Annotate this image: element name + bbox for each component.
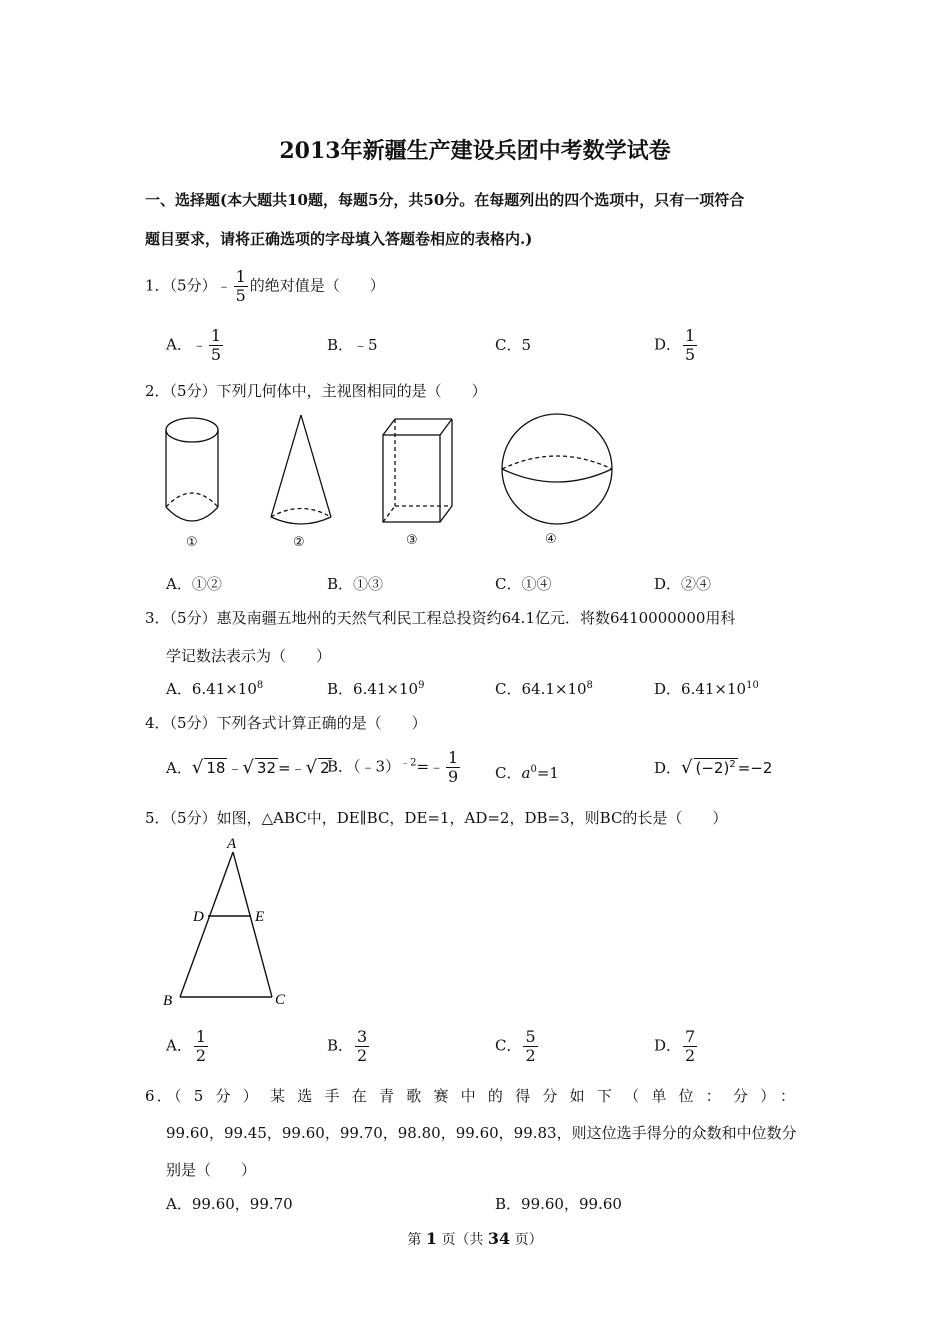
- q3-option-d-exp: 10: [746, 680, 759, 691]
- section-heading-line2: 题目要求，请将正确选项的字母填入答题卷相应的表格内.): [145, 230, 533, 248]
- q2-option-a: A．①②: [166, 575, 222, 593]
- q1-option-d-num: 1: [685, 326, 696, 345]
- q5-option-b: [327, 1028, 371, 1065]
- cone-figure: [271, 415, 331, 524]
- q2-option-d: D．②④: [654, 575, 712, 593]
- q2-option-c: C．①④: [495, 575, 552, 593]
- q1-option-a-num: 1: [210, 326, 222, 345]
- sqrt-icon: √: [305, 757, 318, 778]
- q6-number: 6．: [145, 1087, 175, 1105]
- point-e-label: E: [255, 909, 265, 925]
- q5-option-d-label: D．: [654, 1036, 682, 1055]
- q5-option-c-fraction: [523, 1028, 537, 1065]
- q6-line2: 99.60，99.45，99.60，99.70，98.80，99.60，99.83，则这位选手得分的众数和中位数分: [166, 1124, 797, 1142]
- q4-b-base: （﹣3）: [353, 757, 401, 776]
- q5-option-a-label: A．: [166, 1036, 192, 1055]
- q5-option-b-num: 3: [357, 1027, 368, 1046]
- q4-option-a-label: A．: [166, 759, 192, 777]
- q5-option-a-fraction: [194, 1028, 208, 1065]
- q1-text: 的绝对值是（ ）: [249, 276, 385, 295]
- q3-option-a-text: A．6.41×10: [166, 680, 257, 698]
- q6-option-b: B．99.60，99.60: [495, 1195, 622, 1213]
- q5-triangle-figure: [155, 832, 305, 1012]
- q1-option-d-label: D．: [654, 335, 682, 354]
- q2-figure-label-2: ②: [293, 535, 305, 550]
- q4-a-radicand-1: 18: [206, 759, 226, 777]
- footer-post: 页）: [514, 1232, 543, 1248]
- q1-option-d: [654, 327, 699, 364]
- q4-option-b-label: B．: [327, 757, 354, 776]
- cuboid-figure: [383, 419, 452, 522]
- q4-option-d: [654, 757, 772, 778]
- q4-a-equals: =﹣: [278, 759, 306, 777]
- side-ab: [180, 852, 233, 997]
- section-heading-line1: 一、选择题(本大题共10题，每题5分，共50分。在每题列出的四个选项中，只有一项符合: [145, 191, 745, 209]
- q4-option-c: [495, 762, 559, 783]
- q5-option-d-num: 7: [685, 1027, 696, 1046]
- q5-option-c: [495, 1028, 540, 1065]
- q1-frac-den: 5: [235, 286, 246, 305]
- q1-fraction: [234, 268, 248, 305]
- footer-mid: 页（共: [441, 1232, 484, 1248]
- q5-option-b-label: B．: [327, 1036, 354, 1055]
- q3-option-d-text: D．6.41×10: [654, 680, 747, 698]
- q1-option-a-den: 5: [210, 345, 222, 364]
- q5-option-a-den: 2: [195, 1046, 207, 1065]
- footer-page-number: 1: [425, 1229, 437, 1248]
- q6-option-a: A．99.60，99.70: [166, 1195, 293, 1213]
- q6-line3: 别是（ ）: [166, 1161, 257, 1179]
- q1-score: （5分）: [169, 276, 217, 295]
- q4-c-exp: 0: [530, 764, 537, 775]
- q3-option-b-exp: 9: [418, 680, 425, 691]
- q3-option-c: [495, 678, 593, 699]
- q3-option-a: [166, 678, 263, 699]
- q3-option-b-text: B．6.41×10: [327, 680, 419, 698]
- q4-d-base: (−2): [695, 759, 730, 777]
- q4-a-radicand-2: 32: [256, 759, 277, 777]
- q5-number: 5．: [145, 809, 170, 827]
- question-3: [145, 607, 735, 628]
- question-6: [145, 1085, 805, 1106]
- point-d-label: D: [193, 909, 204, 925]
- q4-b-den: 9: [448, 767, 459, 786]
- q4-b-equals: =﹣: [416, 757, 445, 776]
- q3-option-c-exp: 8: [586, 680, 593, 691]
- q4-text: （5分）下列各式计算正确的是（ ）: [169, 714, 427, 732]
- q4-b-num: 1: [448, 748, 459, 767]
- vertex-a-label: A: [227, 836, 237, 852]
- side-ac: [233, 852, 272, 997]
- q4-b-fraction: [446, 749, 460, 786]
- q3-option-a-exp: 8: [256, 680, 264, 691]
- q1-option-a-minus: ﹣: [191, 335, 207, 354]
- q3-line1: （5分）惠及南疆五地州的天然气利民工程总投资约64.1亿元．将数6410000000用科: [169, 609, 736, 627]
- q1-option-a-label: A．: [166, 335, 192, 354]
- q4-b-exp: ﹣2: [400, 757, 417, 769]
- q6-line1: （5分）某选手在青歌赛中的得分如下（单位：分）：: [174, 1087, 806, 1105]
- q1-option-b: B．﹣5: [327, 336, 378, 354]
- q3-line2: 学记数法表示为（ ）: [166, 647, 332, 665]
- sqrt-icon: √: [191, 757, 204, 778]
- q4-d-equals: =−2: [737, 759, 773, 777]
- q3-option-c-text: C．64.1×10: [495, 680, 587, 698]
- q4-number: 4．: [145, 714, 170, 732]
- q4-option-b: [327, 749, 462, 786]
- sphere-figure: [502, 414, 612, 524]
- question-4: [145, 712, 427, 733]
- q3-number: 3．: [145, 609, 170, 627]
- q4-a-minus: ﹣: [227, 759, 243, 777]
- question-5: [145, 807, 727, 828]
- q4-d-exp: 2: [729, 759, 736, 770]
- q5-option-b-fraction: [355, 1028, 369, 1065]
- q4-option-d-label: D．: [654, 759, 682, 777]
- q4-a-radicand-3: 2: [320, 759, 330, 777]
- q2-number: 2．: [145, 382, 170, 400]
- q5-option-d-fraction: [683, 1028, 697, 1065]
- sqrt-icon: √: [681, 757, 693, 778]
- page-title: 2013年新疆生产建设兵团中考数学试卷: [279, 138, 671, 164]
- q1-option-a: [166, 327, 225, 364]
- q5-option-c-label: C．: [495, 1036, 522, 1055]
- q4-option-c-label: C．: [495, 764, 522, 782]
- page-footer: [0, 1229, 950, 1249]
- q2-figure-label-1: ①: [186, 535, 198, 550]
- q1-number: 1．: [145, 276, 170, 295]
- q4-c-var: a: [521, 764, 531, 782]
- q1-option-d-den: 5: [685, 345, 696, 364]
- vertex-c-label: C: [275, 992, 286, 1008]
- footer-total-pages: 34: [487, 1229, 511, 1248]
- q5-option-d-den: 2: [685, 1046, 696, 1065]
- sqrt-icon: √: [242, 757, 254, 778]
- q1-option-c: C．5: [495, 336, 532, 354]
- q2-figure-label-3: ③: [406, 533, 418, 548]
- q5-option-a: [166, 1028, 210, 1065]
- q3-option-b: [327, 678, 424, 699]
- question-1: [145, 268, 385, 305]
- q2-option-b: B．①③: [327, 575, 384, 593]
- q3-option-d: [654, 678, 759, 699]
- q1-option-a-fraction: [209, 327, 223, 364]
- q5-option-c-num: 5: [525, 1027, 536, 1046]
- cylinder-figure: [166, 418, 218, 521]
- question-2: [145, 380, 487, 401]
- q1-frac-num: 1: [235, 267, 246, 286]
- q4-d-radicand: [694, 758, 738, 777]
- vertex-b-label: B: [163, 993, 173, 1009]
- q5-option-c-den: 2: [525, 1046, 536, 1065]
- q1-option-d-fraction: [683, 327, 697, 364]
- q5-option-d: [654, 1028, 699, 1065]
- q1-minus: ﹣: [216, 276, 232, 295]
- q4-option-a: [166, 757, 332, 778]
- q4-c-equals: =1: [536, 764, 559, 782]
- q2-solids-figure: [155, 405, 635, 555]
- q2-figure-label-4: ④: [545, 532, 557, 547]
- q5-option-a-num: 1: [195, 1027, 207, 1046]
- q5-option-b-den: 2: [357, 1046, 368, 1065]
- footer-pre: 第: [407, 1232, 422, 1248]
- q2-text: （5分）下列几何体中，主视图相同的是（ ）: [169, 382, 487, 400]
- q5-text: （5分）如图，△ABC中，DE∥BC，DE=1，AD=2，DB=3，则BC的长是（ ）: [169, 809, 728, 827]
